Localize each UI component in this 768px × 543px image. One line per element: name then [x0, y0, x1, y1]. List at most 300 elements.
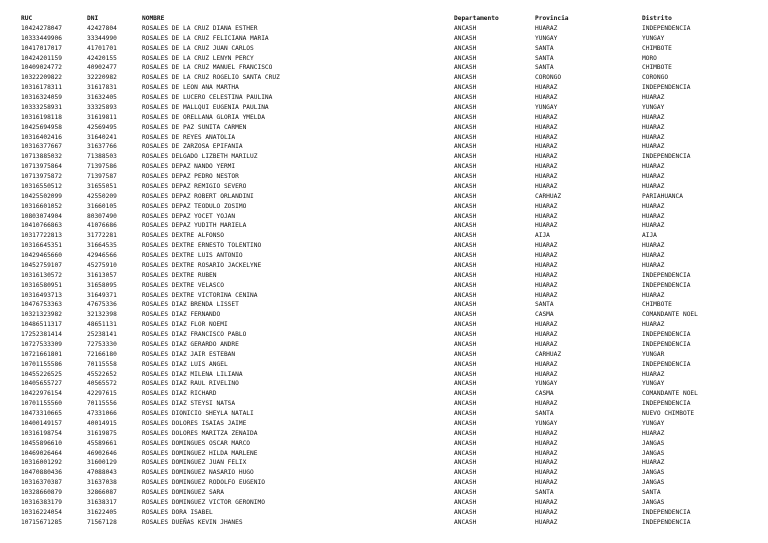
- table-row: [21, 429, 742, 439]
- cell-provincia: HUARAZ: [535, 24, 558, 32]
- table-row: [21, 370, 742, 380]
- cell-nombre: ROSALES DEPAZ NANDO YERMI: [142, 163, 236, 171]
- cell-provincia: HUARAZ: [535, 291, 558, 299]
- cell-distrito: INDEPENDENCIA: [642, 508, 691, 516]
- cell-nombre: ROSALES DE LEON ANA MARTHA: [142, 84, 239, 92]
- cell-dni: 31619811: [87, 113, 117, 121]
- cell-provincia: HUARAZ: [535, 173, 558, 180]
- header-nombre: NOMBRE: [142, 15, 165, 22]
- cell-ruc: 10317722813: [21, 232, 62, 240]
- table-row: [21, 449, 742, 459]
- cell-dni: 42420155: [87, 54, 117, 62]
- cell-dni: 70115556: [87, 400, 117, 408]
- cell-nombre: ROSALES DE LA CRUZ DIANA ESTHER: [142, 24, 258, 32]
- cell-provincia: HUARAZ: [535, 469, 558, 477]
- cell-ruc: 10405655727: [21, 380, 62, 388]
- cell-nombre: ROSALES DIONICIO SHEYLA NATALI: [142, 410, 254, 417]
- cell-nombre: ROSALES DEPAZ TEODULO ZOSIMO: [142, 202, 247, 210]
- cell-dni: 31660105: [87, 202, 117, 210]
- table-row: [21, 271, 742, 281]
- cell-nombre: ROSALES DE LA CRUZ FELICIANA MARIA: [142, 34, 269, 42]
- cell-departamento: ANCASH: [454, 64, 477, 72]
- table-row: [21, 231, 742, 241]
- table-row: [21, 241, 742, 251]
- table-row: [21, 142, 742, 152]
- cell-distrito: HUARAZ: [642, 252, 665, 259]
- cell-nombre: ROSALES DIAZ FRANCISCO PABLO: [142, 331, 247, 338]
- cell-ruc: 10429465660: [21, 252, 62, 259]
- cell-ruc: 10316377667: [21, 143, 62, 151]
- cell-ruc: 10316130572: [21, 271, 62, 279]
- cell-distrito: YUNGAY: [642, 380, 665, 388]
- cell-ruc: 10410766863: [21, 222, 62, 230]
- table-row: [21, 310, 742, 320]
- table-row: [21, 468, 742, 478]
- cell-departamento: ANCASH: [454, 123, 477, 131]
- cell-dni: 42427804: [87, 24, 117, 32]
- cell-provincia: HUARAZ: [535, 459, 558, 467]
- table-row: [21, 133, 742, 143]
- cell-departamento: ANCASH: [454, 469, 477, 477]
- cell-dni: 47675336: [87, 301, 117, 309]
- cell-departamento: ANCASH: [454, 222, 477, 230]
- cell-distrito: YUNGAR: [642, 350, 665, 358]
- cell-ruc: 10316550512: [21, 182, 62, 190]
- table-row: [21, 113, 742, 123]
- cell-departamento: ANCASH: [454, 459, 477, 467]
- cell-nombre: ROSALES DE ORELLANA GLORIA YMELDA: [142, 113, 265, 121]
- cell-distrito: HUARAZ: [642, 123, 665, 131]
- cell-nombre: ROSALES DIAZ JAIR ESTEBAN: [142, 350, 236, 358]
- header-ruc: RUC: [21, 15, 33, 22]
- cell-ruc: 10328660879: [21, 489, 62, 496]
- cell-distrito: JANGAS: [642, 498, 665, 506]
- cell-departamento: ANCASH: [454, 84, 477, 92]
- cell-departamento: ANCASH: [454, 331, 477, 338]
- cell-nombre: ROSALES DEXTRE VELASCO: [142, 281, 224, 289]
- table-row: [21, 518, 742, 528]
- cell-dni: 40565572: [87, 380, 117, 388]
- cell-departamento: ANCASH: [454, 419, 477, 427]
- cell-distrito: NUEVO CHIMBOTE: [642, 410, 695, 417]
- header-distrito: Distrito: [642, 15, 672, 22]
- cell-departamento: ANCASH: [454, 281, 477, 289]
- cell-distrito: HUARAZ: [642, 133, 665, 141]
- cell-provincia: HUARAZ: [535, 370, 558, 378]
- cell-nombre: ROSALES DORA ISABEL: [142, 508, 213, 516]
- cell-dni: 33325893: [87, 103, 117, 111]
- table-row: [21, 300, 742, 310]
- cell-nombre: ROSALES DE PAZ SUNITA CARMEN: [142, 123, 247, 131]
- cell-nombre: ROSALES DEPAZ YOCET YOJAN: [142, 212, 236, 220]
- cell-ruc: 10713975864: [21, 163, 62, 171]
- cell-provincia: SANTA: [535, 301, 554, 309]
- cell-dni: 32866087: [87, 489, 117, 496]
- cell-dni: 47088043: [87, 469, 117, 477]
- cell-provincia: HUARAZ: [535, 479, 558, 487]
- table-row: [21, 54, 742, 64]
- cell-provincia: HUARAZ: [535, 321, 558, 329]
- cell-nombre: ROSALES DE ZARZOSA EPIFANIA: [142, 143, 243, 151]
- cell-distrito: INDEPENDENCIA: [642, 360, 691, 368]
- cell-departamento: ANCASH: [454, 380, 477, 388]
- cell-ruc: 10701155560: [21, 400, 62, 408]
- cell-distrito: INDEPENDENCIA: [642, 400, 691, 408]
- cell-departamento: ANCASH: [454, 74, 477, 82]
- cell-departamento: ANCASH: [454, 400, 477, 408]
- cell-nombre: ROSALES DEPAZ REMIGIO SEVERO: [142, 182, 247, 190]
- cell-provincia: SANTA: [535, 64, 554, 72]
- cell-dni: 48651131: [87, 321, 117, 329]
- cell-nombre: ROSALES DIAZ BRENDA LISSET: [142, 301, 239, 309]
- cell-ruc: 10316402416: [21, 133, 62, 141]
- cell-ruc: 10333449906: [21, 34, 62, 42]
- cell-provincia: CARHUAZ: [535, 350, 562, 358]
- cell-distrito: HUARAZ: [642, 94, 665, 101]
- cell-dni: 31638317: [87, 498, 117, 506]
- cell-nombre: ROSALES DOMINGUEZ NASARIO HUGO: [142, 469, 254, 477]
- cell-distrito: COMANDANTE NOEL: [642, 390, 698, 398]
- cell-nombre: ROSALES DE MALLQUI EUGENIA PAULINA: [142, 103, 269, 111]
- cell-departamento: ANCASH: [454, 44, 477, 52]
- cell-departamento: ANCASH: [454, 113, 477, 121]
- cell-departamento: ANCASH: [454, 370, 477, 378]
- cell-provincia: HUARAZ: [535, 242, 558, 250]
- cell-ruc: 10316178311: [21, 84, 62, 92]
- cell-provincia: YUNGAY: [535, 419, 558, 427]
- cell-provincia: CASMA: [535, 311, 554, 319]
- cell-dni: 31600129: [87, 459, 117, 467]
- cell-distrito: HUARAZ: [642, 113, 665, 121]
- table-row: [21, 123, 742, 133]
- cell-departamento: ANCASH: [454, 143, 477, 151]
- cell-departamento: ANCASH: [454, 173, 477, 180]
- table-row: [21, 320, 742, 330]
- table-row: [21, 73, 742, 83]
- cell-departamento: ANCASH: [454, 489, 477, 496]
- cell-ruc: 10452759107: [21, 261, 62, 269]
- table-row: [21, 93, 742, 103]
- cell-ruc: 10715671285: [21, 518, 62, 526]
- cell-dni: 42297615: [87, 390, 117, 398]
- cell-provincia: HUARAZ: [535, 133, 558, 141]
- table-row: [21, 508, 742, 518]
- table-row: [21, 251, 742, 261]
- cell-distrito: CHIMBOTE: [642, 64, 672, 72]
- cell-distrito: INDEPENDENCIA: [642, 340, 691, 348]
- table-row: [21, 379, 742, 389]
- cell-provincia: HUARAZ: [535, 94, 558, 101]
- table-row: [21, 350, 742, 360]
- cell-distrito: JANGAS: [642, 479, 665, 487]
- cell-ruc: 10316601052: [21, 202, 62, 210]
- cell-provincia: HUARAZ: [535, 143, 558, 151]
- cell-dni: 45589661: [87, 439, 117, 447]
- cell-distrito: INDEPENDENCIA: [642, 518, 691, 526]
- table-row: [21, 281, 742, 291]
- cell-ruc: 10727533309: [21, 340, 62, 348]
- cell-provincia: HUARAZ: [535, 123, 558, 131]
- cell-departamento: ANCASH: [454, 94, 477, 101]
- cell-departamento: ANCASH: [454, 54, 477, 62]
- cell-departamento: ANCASH: [454, 429, 477, 437]
- table-row: [21, 439, 742, 449]
- cell-ruc: 10470880436: [21, 469, 62, 477]
- table-row: [21, 152, 742, 162]
- cell-ruc: 10469026464: [21, 449, 62, 457]
- cell-provincia: HUARAZ: [535, 429, 558, 437]
- cell-ruc: 10316645351: [21, 242, 62, 250]
- cell-distrito: INDEPENDENCIA: [642, 281, 691, 289]
- cell-provincia: HUARAZ: [535, 508, 558, 516]
- cell-distrito: CHIMBOTE: [642, 301, 672, 309]
- cell-ruc: 10713975872: [21, 173, 62, 180]
- cell-departamento: ANCASH: [454, 202, 477, 210]
- cell-distrito: HUARAZ: [642, 212, 665, 220]
- cell-nombre: ROSALES DIAZ LUIS ANGEL: [142, 360, 228, 368]
- cell-distrito: AIJA: [642, 232, 657, 240]
- cell-ruc: 10424201159: [21, 54, 62, 62]
- table-row: [21, 103, 742, 113]
- table-row: [21, 83, 742, 93]
- cell-distrito: SANTA: [642, 489, 661, 496]
- cell-dni: 42946566: [87, 252, 117, 259]
- cell-departamento: ANCASH: [454, 242, 477, 250]
- cell-distrito: CORONGO: [642, 74, 669, 82]
- cell-nombre: ROSALES DOMINGUEZ RODOLFO EUGENIO: [142, 479, 265, 487]
- cell-dni: 42569495: [87, 123, 117, 131]
- cell-nombre: ROSALES DE REYES ANATOLIA: [142, 133, 236, 141]
- cell-ruc: 10713885032: [21, 153, 62, 161]
- cell-departamento: ANCASH: [454, 479, 477, 487]
- table-row: [21, 162, 742, 172]
- registry-table: [21, 14, 742, 528]
- cell-distrito: HUARAZ: [642, 429, 665, 437]
- cell-provincia: HUARAZ: [535, 182, 558, 190]
- table-row: [21, 192, 742, 202]
- cell-ruc: 10425502099: [21, 192, 62, 200]
- cell-nombre: ROSALES DIAZ MILENA LILIANA: [142, 370, 243, 378]
- cell-distrito: HUARAZ: [642, 143, 665, 151]
- cell-provincia: SANTA: [535, 44, 554, 52]
- cell-dni: 31658095: [87, 281, 117, 289]
- cell-distrito: HUARAZ: [642, 370, 665, 378]
- cell-provincia: HUARAZ: [535, 518, 558, 526]
- cell-distrito: JANGAS: [642, 439, 665, 447]
- cell-departamento: ANCASH: [454, 163, 477, 171]
- cell-departamento: ANCASH: [454, 301, 477, 309]
- cell-dni: 31637766: [87, 143, 117, 151]
- cell-provincia: HUARAZ: [535, 212, 558, 220]
- table-row: [21, 389, 742, 399]
- cell-departamento: ANCASH: [454, 232, 477, 240]
- cell-nombre: ROSALES DIAZ STEYSI NATSA: [142, 400, 236, 408]
- cell-departamento: ANCASH: [454, 261, 477, 269]
- cell-ruc: 10417017017: [21, 44, 62, 52]
- header-dni: DNI: [87, 15, 99, 22]
- table-row: [21, 261, 742, 271]
- cell-distrito: YUNGAY: [642, 103, 665, 111]
- cell-ruc: 10316383179: [21, 498, 62, 506]
- table-row: [21, 498, 742, 508]
- table-row: [21, 360, 742, 370]
- cell-dni: 47331066: [87, 410, 117, 417]
- cell-provincia: CORONGO: [535, 74, 562, 82]
- cell-dni: 33344990: [87, 34, 117, 42]
- cell-ruc: 10316198754: [21, 429, 62, 437]
- cell-dni: 31632405: [87, 94, 117, 101]
- cell-departamento: ANCASH: [454, 340, 477, 348]
- cell-ruc: 10424278047: [21, 24, 62, 32]
- cell-provincia: HUARAZ: [535, 84, 558, 92]
- cell-nombre: ROSALES DE LA CRUZ JUAN CARLOS: [142, 44, 254, 52]
- cell-distrito: INDEPENDENCIA: [642, 331, 691, 338]
- cell-provincia: HUARAZ: [535, 400, 558, 408]
- table-row: [21, 488, 742, 498]
- cell-dni: 31655051: [87, 182, 117, 190]
- cell-nombre: ROSALES DOMINGUEZ JUAN FELIX: [142, 459, 247, 467]
- cell-provincia: AIJA: [535, 232, 550, 240]
- cell-nombre: ROSALES DOMINGUES OSCAR MARCO: [142, 439, 251, 447]
- header-row: [21, 14, 742, 24]
- cell-ruc: 10316224054: [21, 508, 62, 516]
- cell-departamento: ANCASH: [454, 182, 477, 190]
- cell-dni: 71567128: [87, 518, 117, 526]
- cell-distrito: MORO: [642, 54, 657, 62]
- cell-dni: 70115558: [87, 360, 117, 368]
- cell-ruc: 10409024772: [21, 64, 62, 72]
- cell-distrito: INDEPENDENCIA: [642, 84, 691, 92]
- cell-ruc: 10425694958: [21, 123, 62, 131]
- cell-distrito: HUARAZ: [642, 202, 665, 210]
- cell-ruc: 10455896610: [21, 439, 62, 447]
- table-row: [21, 419, 742, 429]
- cell-dni: 31613057: [87, 271, 117, 279]
- cell-ruc: 10316001292: [21, 459, 62, 467]
- cell-departamento: ANCASH: [454, 390, 477, 398]
- cell-distrito: INDEPENDENCIA: [642, 24, 691, 32]
- cell-ruc: 10486511317: [21, 321, 62, 329]
- cell-dni: 40902477: [87, 64, 117, 72]
- cell-ruc: 10333258931: [21, 103, 62, 111]
- cell-nombre: ROSALES DOLORES MARITZA ZENAIDA: [142, 429, 258, 437]
- cell-ruc: 10455226525: [21, 370, 62, 378]
- cell-dni: 31622405: [87, 508, 117, 516]
- cell-dni: 31772281: [87, 232, 117, 240]
- table-row: [21, 221, 742, 231]
- cell-nombre: ROSALES DIAZ FERNANDO: [142, 311, 221, 319]
- cell-distrito: HUARAZ: [642, 182, 665, 190]
- table-row: [21, 182, 742, 192]
- cell-ruc: 10316580951: [21, 281, 62, 289]
- cell-nombre: ROSALES DEPAZ YUDITH MARIELA: [142, 222, 247, 230]
- table-row: [21, 44, 742, 54]
- table-row: [21, 172, 742, 182]
- cell-provincia: HUARAZ: [535, 439, 558, 447]
- cell-nombre: ROSALES DEPAZ ROBERT ORLANDINI: [142, 192, 254, 200]
- cell-provincia: HUARAZ: [535, 498, 558, 506]
- cell-provincia: HUARAZ: [535, 340, 558, 348]
- cell-distrito: PARIAHUANCA: [642, 192, 683, 200]
- header-provincia: Provincia: [535, 15, 569, 22]
- cell-dni: 40014915: [87, 419, 117, 427]
- table-row: [21, 478, 742, 488]
- cell-provincia: SANTA: [535, 54, 554, 62]
- table-row: [21, 399, 742, 409]
- cell-provincia: HUARAZ: [535, 261, 558, 269]
- cell-provincia: HUARAZ: [535, 271, 558, 279]
- cell-departamento: ANCASH: [454, 439, 477, 447]
- cell-departamento: ANCASH: [454, 192, 477, 200]
- cell-nombre: ROSALES DEXTRE VICTORINA CENINA: [142, 291, 258, 299]
- cell-departamento: ANCASH: [454, 449, 477, 457]
- cell-nombre: ROSALES DIAZ RAUL RIVELINO: [142, 380, 239, 388]
- cell-nombre: ROSALES DEXTRE LUIS ANTONIO: [142, 252, 243, 259]
- cell-ruc: 10701155586: [21, 360, 62, 368]
- cell-dni: 72753330: [87, 340, 117, 348]
- cell-nombre: ROSALES DE LA CRUZ LENYN PERCY: [142, 54, 254, 62]
- cell-dni: 31617831: [87, 84, 117, 92]
- cell-ruc: 10316198118: [21, 113, 62, 121]
- cell-provincia: SANTA: [535, 410, 554, 417]
- cell-distrito: INDEPENDENCIA: [642, 153, 691, 161]
- cell-distrito: COMANDANTE NOEL: [642, 311, 698, 319]
- cell-ruc: 10476753363: [21, 301, 62, 309]
- table-row: [21, 340, 742, 350]
- cell-ruc: 10322209822: [21, 74, 62, 82]
- cell-departamento: ANCASH: [454, 24, 477, 32]
- cell-provincia: HUARAZ: [535, 252, 558, 259]
- table-row: [21, 202, 742, 212]
- cell-dni: 72166180: [87, 350, 117, 358]
- cell-ruc: 10316370387: [21, 479, 62, 487]
- cell-dni: 31649371: [87, 291, 117, 299]
- cell-departamento: ANCASH: [454, 34, 477, 42]
- cell-nombre: ROSALES DOLORES ISAIAS JAIME: [142, 419, 247, 427]
- cell-departamento: ANCASH: [454, 321, 477, 329]
- cell-nombre: ROSALES DE LA CRUZ ROGELIO SANTA CRUZ: [142, 74, 280, 82]
- cell-ruc: 10721661801: [21, 350, 62, 358]
- cell-distrito: HUARAZ: [642, 261, 665, 269]
- cell-departamento: ANCASH: [454, 350, 477, 358]
- cell-dni: 25238141: [87, 331, 117, 338]
- cell-dni: 31619875: [87, 429, 117, 437]
- cell-dni: 41076686: [87, 222, 117, 230]
- cell-departamento: ANCASH: [454, 311, 477, 319]
- cell-dni: 42550209: [87, 192, 117, 200]
- cell-nombre: ROSALES DE LUCERO CELESTINA PAULINA: [142, 94, 273, 101]
- cell-provincia: HUARAZ: [535, 153, 558, 161]
- cell-departamento: ANCASH: [454, 508, 477, 516]
- cell-distrito: HUARAZ: [642, 222, 665, 230]
- cell-departamento: ANCASH: [454, 252, 477, 259]
- cell-nombre: ROSALES DEXTRE ERNESTO TOLENTINO: [142, 242, 262, 250]
- cell-provincia: HUARAZ: [535, 360, 558, 368]
- table-body: [21, 24, 742, 528]
- cell-departamento: ANCASH: [454, 498, 477, 506]
- cell-ruc: 10316493713: [21, 291, 62, 299]
- cell-departamento: ANCASH: [454, 410, 477, 417]
- table-row: [21, 458, 742, 468]
- cell-provincia: YUNGAY: [535, 34, 558, 42]
- cell-dni: 45275910: [87, 261, 117, 269]
- cell-dni: 80307490: [87, 212, 117, 220]
- cell-nombre: ROSALES DEXTRE RUBEN: [142, 271, 217, 279]
- cell-distrito: INDEPENDENCIA: [642, 271, 691, 279]
- cell-provincia: YUNGAY: [535, 103, 558, 111]
- cell-provincia: CASMA: [535, 390, 554, 398]
- cell-departamento: ANCASH: [454, 212, 477, 220]
